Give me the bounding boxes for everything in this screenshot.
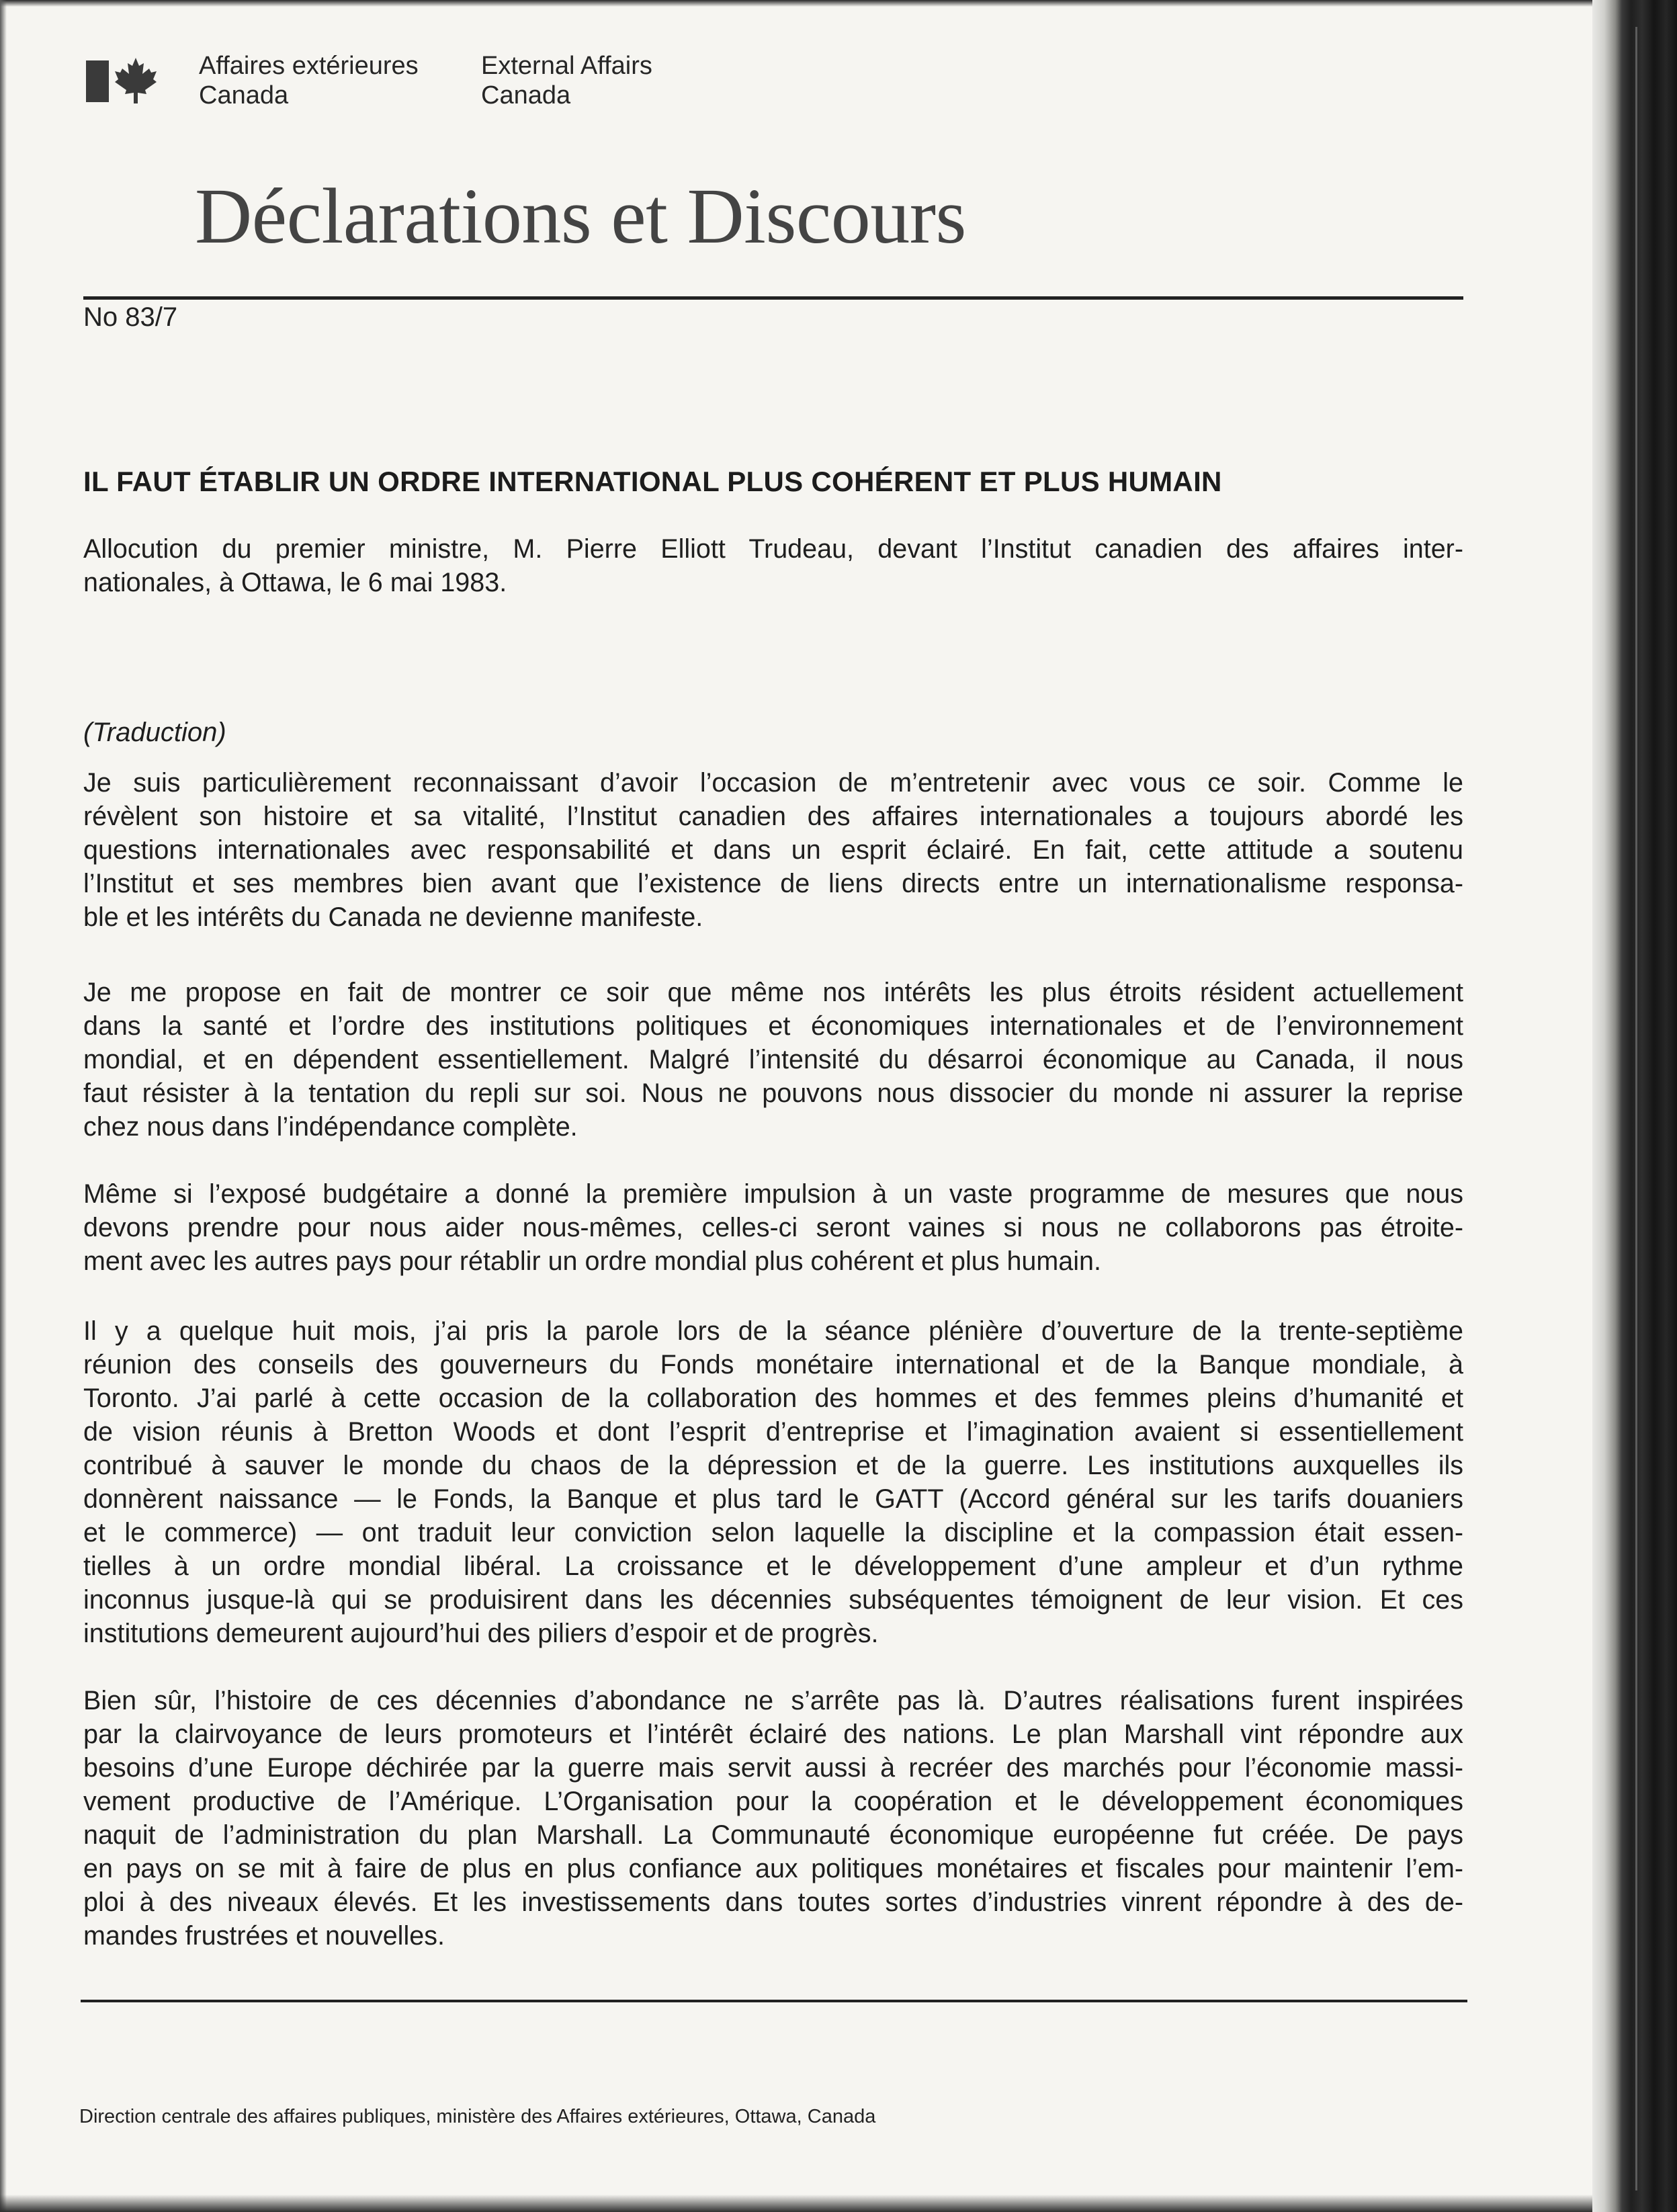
book-binding: [1592, 0, 1677, 2212]
title-rule: [83, 296, 1463, 300]
footer-rule: [81, 2000, 1467, 2002]
text-line: devons prendre pour nous aider nous-mêmes, celles-ci seront vaines si nous ne collaborons pas étroite-: [83, 1213, 1463, 1242]
text-line: ment avec les autres pays pour rétablir un ordre mondial plus cohérent et plus humain.: [83, 1246, 1101, 1276]
department-name-english: [481, 51, 652, 110]
flag-bar: [86, 60, 109, 102]
text-line: ble et les intérêts du Canada ne devienne manifeste.: [83, 902, 703, 932]
text-line: Toronto. J’ai parlé à cette occasion de la collaboration des hommes et des femmes pleins d’humanité et: [83, 1384, 1463, 1413]
page-top-edge: [0, 0, 1677, 7]
text-line: vement productive de l’Amérique. L’Organisation pour la coopération et le développement économiques: [83, 1787, 1463, 1816]
paragraph-5: [83, 1684, 1463, 1953]
text-line: faut résister à la tentation du repli sur soi. Nous ne pouvons nous dissocier du monde ni assurer la reprise: [83, 1078, 1463, 1108]
text-line: mondial, et en dépendent essentiellement. Malgré l’intensité du désarroi économique au Canada, il nous: [83, 1045, 1463, 1074]
department-en-line-1: External Affairs: [481, 52, 652, 80]
text-line: révèlent son histoire et sa vitalité, l’Institut canadien des affaires internationales a toujours abordé les: [83, 802, 1463, 831]
text-line: en pays on se mit à faire de plus en plus confiance aux politiques monétaires et fiscales pour maintenir l’em-: [83, 1854, 1463, 1883]
department-en-line-2: Canada: [481, 81, 571, 110]
text-line: besoins d’une Europe déchirée par la guerre mais servit aussi à recréer des marchés pour l’économie massi-: [83, 1753, 1463, 1783]
department-name-french: [199, 51, 419, 110]
text-line: ploi à des niveaux élevés. Et les investissements dans toutes sortes d’industries vinrent répondre à des de-: [83, 1887, 1463, 1917]
text-line: inconnus jusque-là qui se produisirent dans les décennies subséquentes témoignent de leur vision. Et ces: [83, 1585, 1463, 1615]
text-line: chez nous dans l’indépendance complète.: [83, 1112, 578, 1142]
intro-paragraph: [83, 532, 1463, 599]
text-line: et le commerce) — ont traduit leur conviction selon laquelle la discipline et la compassion était essen-: [83, 1518, 1463, 1547]
page-bottom-edge: [0, 2195, 1677, 2212]
maple-leaf-icon: [114, 56, 157, 105]
text-line: tielles à un ordre mondial libéral. La croissance et le développement d’une ampleur et d’un rythme: [83, 1551, 1463, 1581]
canada-flag-logo: [86, 56, 160, 105]
text-line: Bien sûr, l’histoire de ces décennies d’abondance ne s’arrête pas là. D’autres réalisations furent inspirées: [83, 1686, 1463, 1715]
text-line: dans la santé et l’ordre des institutions politiques et économiques internationales et de l’environnement: [83, 1011, 1463, 1041]
paragraph-1: [83, 766, 1463, 934]
text-line: par la clairvoyance de leurs promoteurs et l’intérêt éclairé des nations. Le plan Marshall vint répondre aux: [83, 1719, 1463, 1749]
text-line: questions internationales avec responsabilité et dans un esprit éclairé. En fait, cette attitude a soutenu: [83, 835, 1463, 865]
text-line: Il y a quelque huit mois, j’ai pris la parole lors de la séance plénière d’ouverture de la trente-septième: [83, 1316, 1463, 1346]
text-line: l’Institut et ses membres bien avant que l’existence de liens directs entre un internationalisme responsa-: [83, 869, 1463, 898]
intro-line: Allocution du premier ministre, M. Pierre Elliott Trudeau, devant l’Institut canadien des affaires inter-: [83, 534, 1463, 564]
text-line: donnèrent naissance — le Fonds, la Banque et plus tard le GATT (Accord général sur les tarifs douaniers: [83, 1484, 1463, 1514]
text-line: institutions demeurent aujourd’hui des piliers d’espoir et de progrès.: [83, 1619, 879, 1648]
text-line: Même si l’exposé budgétaire a donné la première impulsion à un vaste programme de mesures que nous: [83, 1179, 1463, 1209]
text-line: contribué à sauver le monde du chaos de la dépression et de la guerre. Les institutions auxquelles ils: [83, 1451, 1463, 1480]
page-left-edge: [0, 0, 7, 2212]
translation-note: (Traduction): [83, 718, 226, 747]
text-line: naquit de l’administration du plan Marshall. La Communauté économique européenne fut créée. De pays: [83, 1820, 1463, 1850]
binding-stitch-line: [1635, 27, 1637, 2190]
text-line: de vision réunis à Bretton Woods et dont l’esprit d’entreprise et l’imagination avaient si essentiellement: [83, 1417, 1463, 1447]
text-line: réunion des conseils des gouverneurs du Fonds monétaire international et de la Banque mondiale, à: [83, 1350, 1463, 1379]
department-fr-line-1: Affaires extérieures: [199, 52, 419, 80]
paragraph-2: [83, 976, 1463, 1144]
publication-title: Déclarations et Discours: [195, 172, 966, 260]
text-line: Je me propose en fait de montrer ce soir que même nos intérêts les plus étroits résident actuellement: [83, 978, 1463, 1007]
department-fr-line-2: Canada: [199, 81, 289, 110]
paragraph-4: [83, 1314, 1463, 1650]
document-number: No 83/7: [83, 302, 178, 332]
footer-credit: Direction centrale des affaires publiques, ministère des Affaires extérieures, Ottawa, Canada: [79, 2106, 876, 2127]
text-line: mandes frustrées et nouvelles.: [83, 1921, 445, 1951]
intro-line: nationales, à Ottawa, le 6 mai 1983.: [83, 568, 507, 597]
text-line: Je suis particulièrement reconnaissant d’avoir l’occasion de m’entretenir avec vous ce soir. Comme le: [83, 768, 1463, 798]
paragraph-3: [83, 1177, 1463, 1278]
speech-heading: IL FAUT ÉTABLIR UN ORDRE INTERNATIONAL PLUS COHÉRENT ET PLUS HUMAIN: [83, 466, 1222, 497]
